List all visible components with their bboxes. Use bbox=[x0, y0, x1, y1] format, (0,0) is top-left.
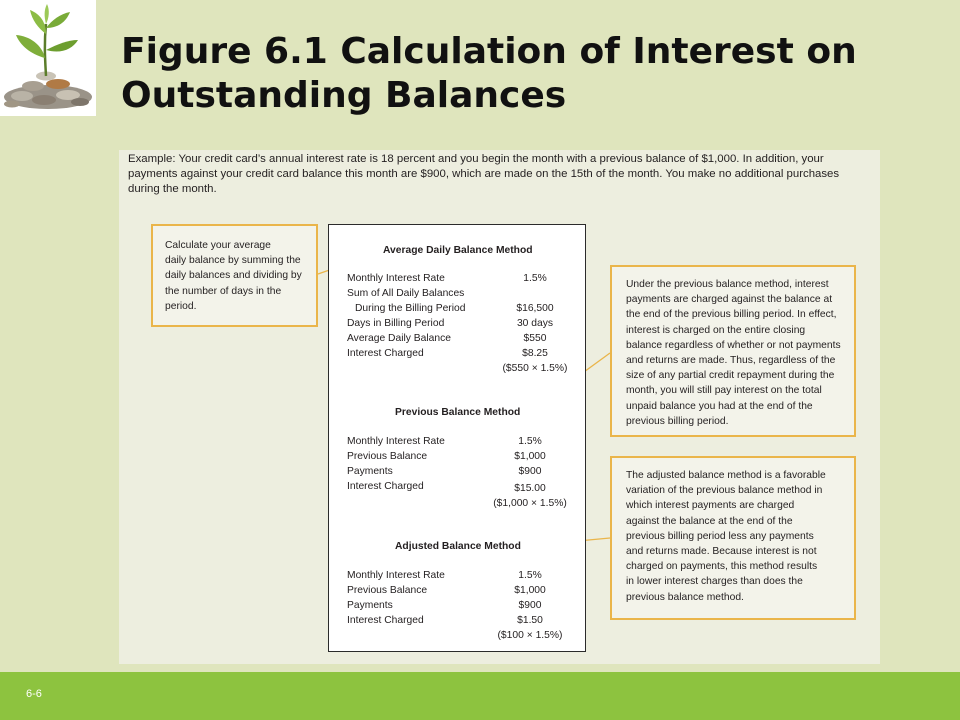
callout-line: payments are charged against the balance at bbox=[626, 294, 833, 306]
callout-line: charged on payments, this method results bbox=[626, 561, 818, 573]
slide-number: 6-6 bbox=[26, 688, 42, 700]
callout-line: month, you will still pay interest on the total bbox=[626, 385, 822, 397]
avg-balance-value: $550 bbox=[523, 333, 547, 344]
callout-line: previous balance method. bbox=[626, 591, 744, 603]
adj-payments-value: $900 bbox=[518, 600, 542, 611]
adjusted-heading: Adjusted Balance Method bbox=[395, 541, 521, 552]
avg-days-value: 30 days bbox=[516, 318, 554, 329]
callout-line: the end of the previous billing period. In effect, bbox=[626, 309, 837, 321]
callout-line: balance regardless of whether or not payments bbox=[626, 339, 841, 351]
callout-line: period. bbox=[165, 300, 197, 312]
callout-line: size of any partial credit repayment during the bbox=[626, 370, 835, 382]
avg-rate-label: Monthly Interest Rate bbox=[347, 273, 445, 284]
prev-interest-label: Interest Charged bbox=[347, 481, 424, 492]
average-daily-heading: Average Daily Balance Method bbox=[383, 245, 533, 256]
prev-balance-value: $1,000 bbox=[514, 451, 546, 462]
callout-line: daily balance by summing the bbox=[165, 255, 301, 267]
adj-payments-label: Payments bbox=[347, 600, 393, 611]
prev-payments-label: Payments bbox=[347, 466, 393, 477]
previous-heading: Previous Balance Method bbox=[395, 407, 521, 418]
prev-balance-label: Previous Balance bbox=[347, 451, 428, 462]
intro-line-2: payments against your credit card balance this month are $900, which are made on the 15th of the month. You make no additional purchases bbox=[128, 168, 840, 180]
callout-line: against the balance at the end of the bbox=[626, 515, 793, 527]
coin-sprout-icon bbox=[0, 0, 96, 116]
methods-box bbox=[328, 224, 586, 652]
callout-line: The adjusted balance method is a favorable bbox=[626, 470, 826, 481]
adj-interest-formula: ($100 × 1.5%) bbox=[497, 630, 563, 641]
slide-title-line-1: Figure 6.1 Calculation of Interest on bbox=[121, 31, 857, 72]
adj-rate-label: Monthly Interest Rate bbox=[347, 570, 445, 581]
callout-line: and returns are made. Thus, regardless of the bbox=[626, 355, 836, 367]
callout-line: variation of the previous balance method in bbox=[626, 485, 823, 497]
footer-bar bbox=[0, 672, 960, 720]
callout-line: interest is charged on the entire closing bbox=[626, 324, 806, 336]
callout-line: Calculate your average bbox=[165, 240, 271, 251]
callout-line: previous billing period less any payments bbox=[626, 530, 814, 542]
callout-line: unpaid balance you had at the end of the bbox=[626, 400, 813, 412]
callout-line: the number of days in the bbox=[165, 285, 282, 297]
callout-line: Under the previous balance method, interest bbox=[626, 279, 829, 290]
avg-days-label: Days in Billing Period bbox=[347, 318, 445, 329]
prev-interest-formula: ($1,000 × 1.5%) bbox=[493, 498, 567, 509]
avg-interest-value: $8.25 bbox=[522, 348, 548, 359]
avg-interest-label: Interest Charged bbox=[347, 348, 424, 359]
average-balance-callout bbox=[151, 224, 318, 327]
callout-line: and returns made. Because interest is not bbox=[626, 546, 817, 558]
callout-line: previous billing period. bbox=[626, 415, 729, 427]
previous-balance-callout bbox=[610, 265, 856, 437]
avg-rate-value: 1.5% bbox=[523, 273, 547, 284]
adj-rate-value: 1.5% bbox=[518, 570, 542, 581]
avg-sum-label-2: During the Billing Period bbox=[355, 303, 466, 314]
avg-interest-formula: ($550 × 1.5%) bbox=[502, 363, 568, 374]
slide-title bbox=[121, 30, 941, 118]
figure-panel bbox=[119, 150, 880, 664]
intro-line-1: Example: Your credit card’s annual interest rate is 18 percent and you begin the month with a previous balance of $1,000. In addition, your bbox=[128, 153, 824, 165]
avg-sum-label-1: Sum of All Daily Balances bbox=[347, 288, 465, 299]
prev-rate-label: Monthly Interest Rate bbox=[347, 436, 445, 447]
avg-balance-label: Average Daily Balance bbox=[347, 333, 451, 344]
coin-sprout-logo bbox=[0, 0, 96, 116]
prev-rate-value: 1.5% bbox=[518, 436, 542, 447]
prev-payments-value: $900 bbox=[518, 466, 542, 477]
adj-interest-label: Interest Charged bbox=[347, 615, 424, 626]
intro-line-3: during the month. bbox=[128, 183, 217, 195]
prev-interest-value: $15.00 bbox=[514, 483, 546, 494]
callout-line: which interest payments are charged bbox=[626, 500, 795, 512]
callout-line: in lower interest charges than does the bbox=[626, 576, 803, 588]
adjusted-balance-callout bbox=[610, 456, 856, 620]
callout-line: daily balances and dividing by bbox=[165, 270, 302, 282]
adj-balance-label: Previous Balance bbox=[347, 585, 428, 596]
avg-sum-value: $16,500 bbox=[516, 303, 554, 314]
adj-interest-value: $1.50 bbox=[517, 615, 543, 626]
slide-title-line-2: Outstanding Balances bbox=[121, 75, 567, 116]
adj-balance-value: $1,000 bbox=[514, 585, 546, 596]
